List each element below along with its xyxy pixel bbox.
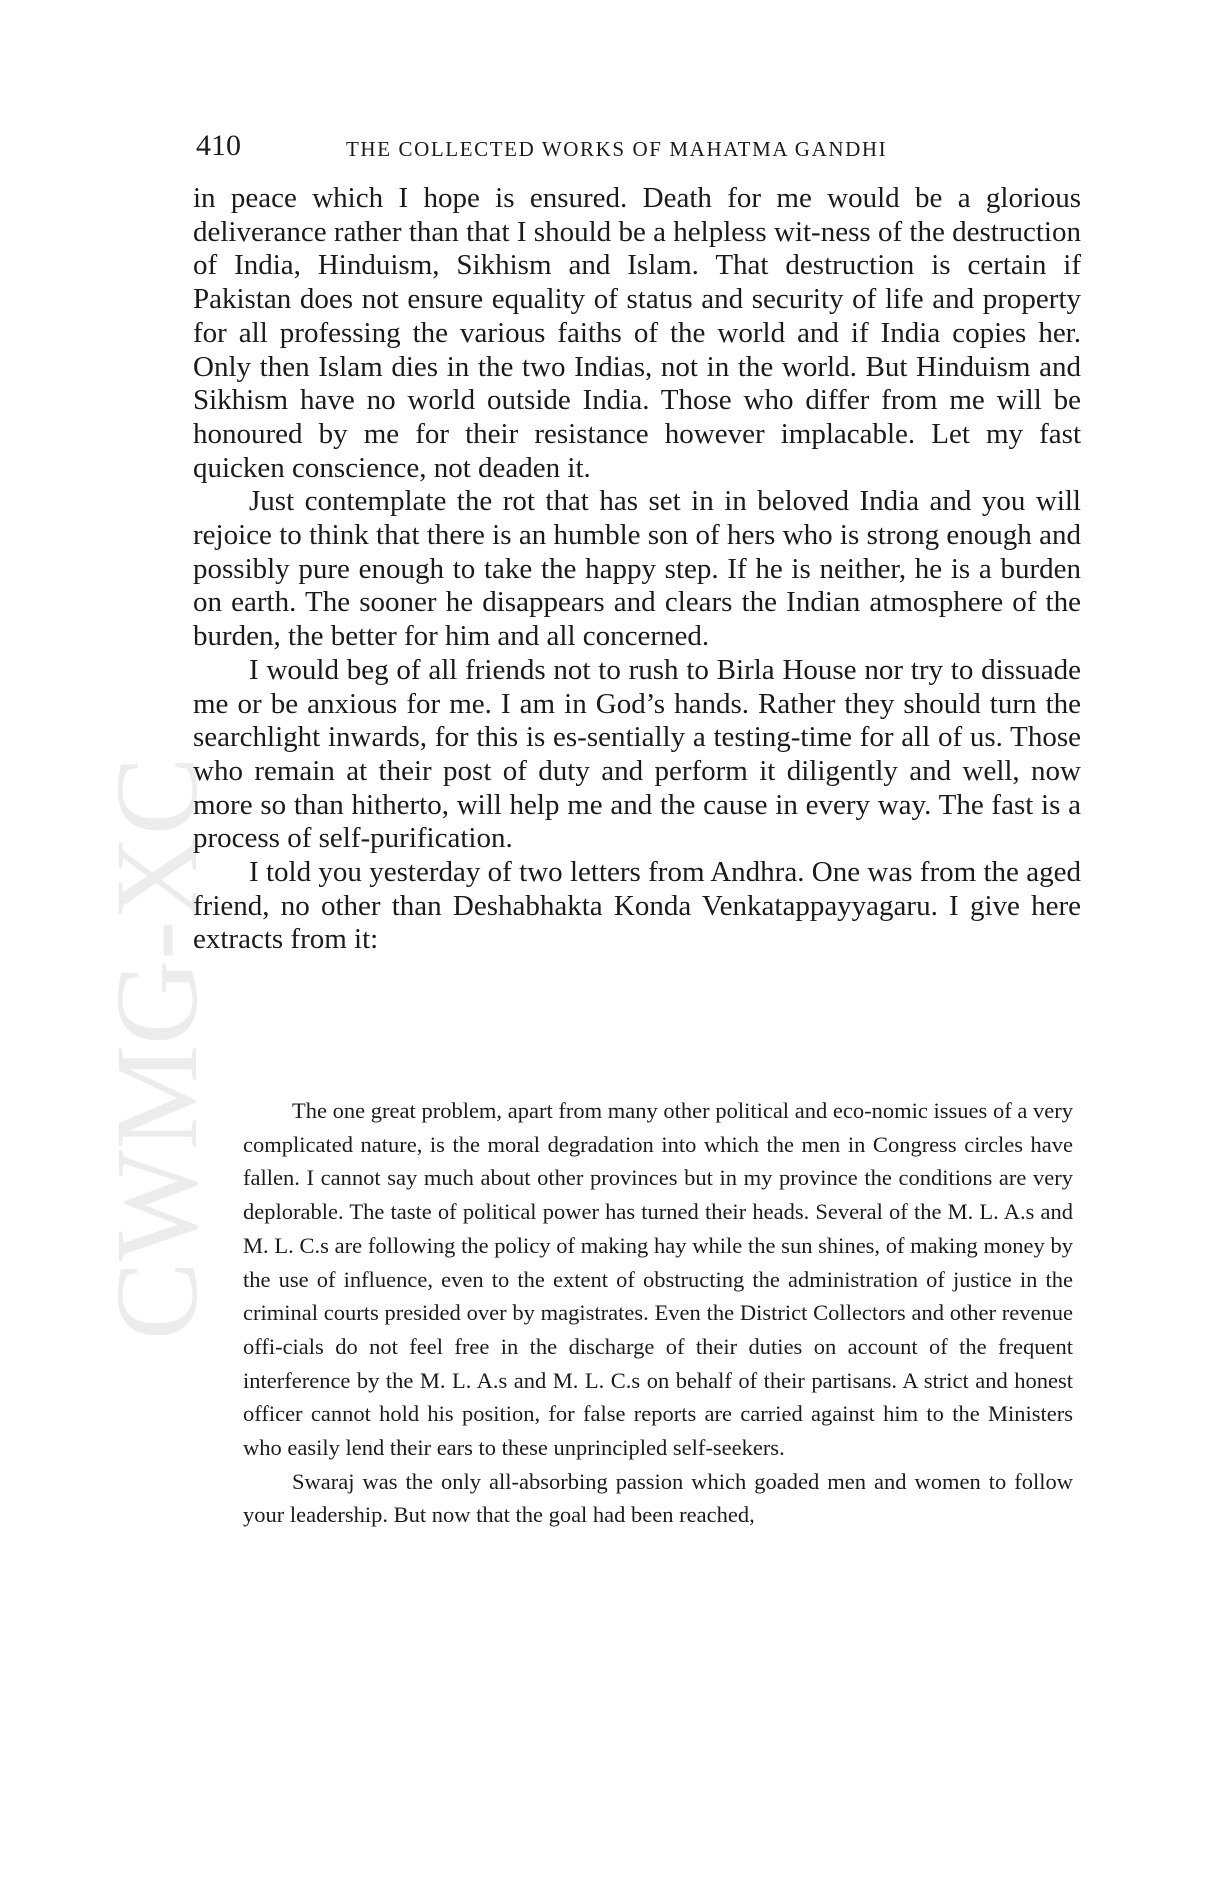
quote-paragraph: Swaraj was the only all-absorbing passion which goaded men and women to follow your leadership. But now that the goal had been reached,	[243, 1468, 1073, 1528]
block-quote	[243, 1094, 1073, 1532]
quote-paragraph: The one great problem, apart from many other political and eco-nomic issues of a very complicated nature, is the moral degradation into which the men in Congress circles have fallen. I cannot say much about other provinces but in my province the conditions are very deplorable. The taste of political power has turned their heads. Several of the M. L. A.s and M. L. C.s are following the policy of making hay while the sun shines, of making money by the use of influence, even to the extent of obstructing the administration of justice in the criminal courts presided over by magistrates. Even the District Collectors and other revenue offi-cials do not feel free in the discharge of their duties on account of the frequent interference by the M. L. A.s and M. L. C.s on behalf of their partisans. A strict and honest officer cannot hold his position, for false reports are carried against him to the Ministers who easily lend their ears to these unprincipled self-seekers.	[243, 1098, 1073, 1461]
running-head-title: THE COLLECTED WORKS OF MAHATMA GANDHI	[346, 137, 888, 161]
running-head	[196, 128, 1076, 168]
body-paragraph: in peace which I hope is ensured. Death for me would be a glorious deliverance rather than that I should be a helpless wit-ness of the destruction of India, Hinduism, Sikhism and Islam. That destruction is certain if Pakistan does not ensure equality of status and security of life and property for all professing the various faiths of the world and if India copies her. Only then Islam dies in the two Indias, not in the world. But Hinduism and Sikhism have no world outside India. Those who differ from me will be honoured by me for their resistance however implacable. Let my fast quicken conscience, not deaden it.	[193, 182, 1081, 484]
body-paragraph: I would beg of all friends not to rush to Birla House nor try to dissuade me or be anxious for me. I am in God’s hands. Rather they should turn the searchlight inwards, for this is es-sentially a testing-time for all of us. Those who remain at their post of duty and perform it diligently and well, now more so than hitherto, will help me and the cause in every way. The fast is a process of self-purification.	[193, 653, 1081, 855]
page-number: 410	[196, 129, 241, 162]
body-text	[193, 182, 1081, 957]
body-paragraph: Just contemplate the rot that has set in in beloved India and you will rejoice to think that there is an humble son of hers who is strong enough and possibly pure enough to take the happy step. If he is neither, he is a burden on earth. The sooner he disappears and clears the Indian atmosphere of the burden, the better for him and all concerned.	[193, 485, 1081, 653]
body-paragraph: I told you yesterday of two letters from Andhra. One was from the aged friend, no other than Deshabhakta Konda Venkatappayyagaru. I give here extracts from it:	[193, 856, 1081, 956]
watermark-text: CWMG-XC	[91, 756, 222, 1340]
